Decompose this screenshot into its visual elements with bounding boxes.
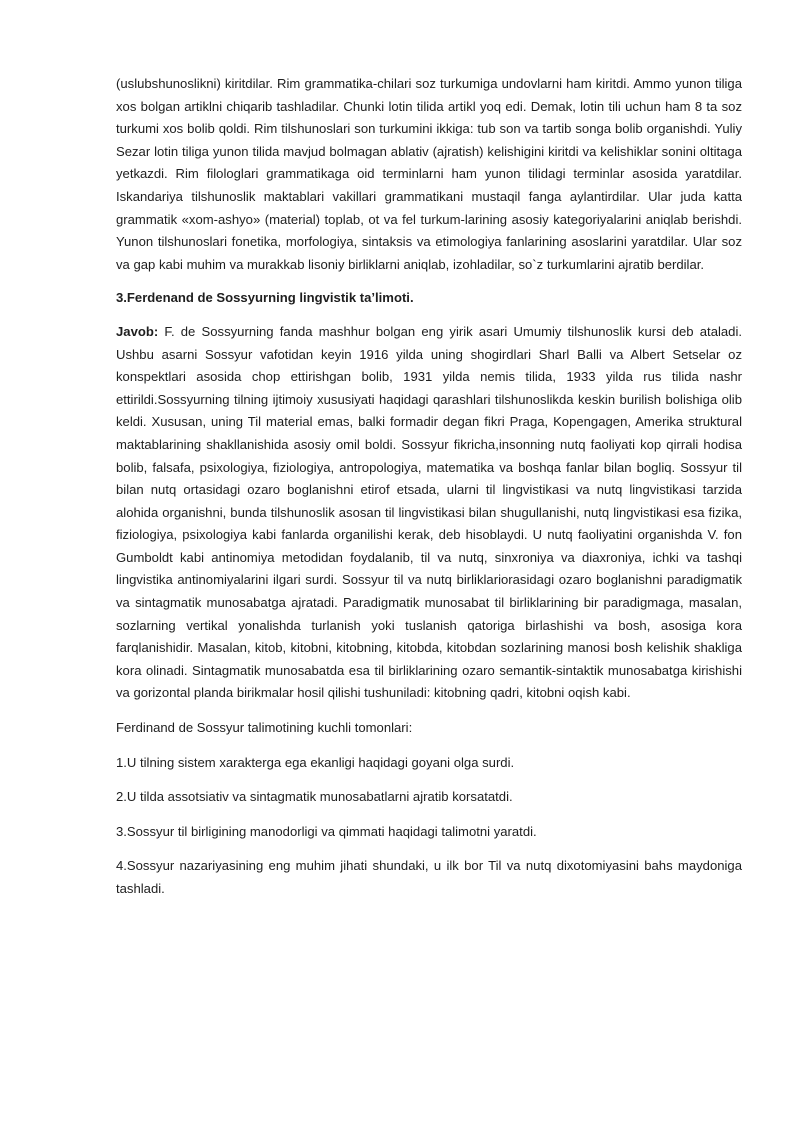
answer-label: Javob: <box>116 323 159 339</box>
strength-item-4: 4.Sossyur nazariyasining eng muhim jihati shundaki, u ilk bor Til va nutq dixotomiyasini bahs maydoniga tashladi. <box>116 858 742 896</box>
section-heading: 3.Ferdenand de Sossyurning lingvistik ta’limoti. <box>116 290 414 306</box>
answer-body: F. de Sossyurning fanda mashhur bolgan eng yirik asari Umumiy tilshunoslik kursi deb ataladi. Ushbu asarni Sossyur vafotidan keyin 1916 yilda uning shogirdlari Sharl Balli va Albert Setselar oz konspektlari asosida chop ettirishgan bolib, 1931 yilda nemis tilida, 1933 yilda rus tilida nashr ettirildi.Sossyurning tilning ijtimoiy xususiyati haqidagi qarashlari tilshunoslikda keskin burilish bolishiga olib keldi. Xususan, uning Til material emas, balki formadir degan fikri Praga, Kopengagen, Amerika struktural maktablarining shakllanishida asosiy omil boldi. Sossyur fikricha,insonning nutq faoliyati kop qirrali hodisa bolib, falsafa, psixologiya, fiziologiya, antropologiya, matematika va boshqa fanlar bilan bogliq. Sossyur til bilan nutq ortasidagi ozaro boglanishni etirof etsada, ularni til lingvistikasi va nutq lingvistikasi tarzida alohida organishni, bunda tilshunoslik asosan til lingvistikasi bilan shugullanishi, nutq lingvistikasi esa fizika, fiziologiya, psixologiya kabi fanlarda organilishi kerak, deb hisoblaydi. U nutq faoliyatini organishda V. fon Gumboldt kabi antinomiya metodidan foydalanib, til va nutq, sinxroniya va diaxroniya, ichki va tashqi lingvistika antinomiyalarini ilgari surdi. Sossyur til va nutq birliklariorasidagi ozaro boglanishni paradigmatik va sintagmatik munosabatga ajratadi. Paradigmatik munosabat til birliklarining bir paradigmaga, masalan, sozlarning vertikal yonalishda turlanish yoki tuslanish qatoriga birlashishi va bosh, asosiga kora farqlanishidir. Masalan, kitob, kitobni, kitobning, kitobda, kitobdan sozlarining manosi bosh kelishik shakliga kora olinadi. Sintagmatik munosabatda esa til birliklarining ozaro semantik-sintaktik munosabatga kirishishi va gorizontal planda birikmalar hosil qilishi tushuniladi: kitobning qadri, kitobni oqish kabi. <box>116 323 742 701</box>
document-page <box>116 73 742 901</box>
strength-item-3: 3.Sossyur til birligining manodorligi va qimmati haqidagi talimotni yaratdi. <box>116 823 537 839</box>
strengths-title: Ferdinand de Sossyur talimotining kuchli tomonlari: <box>116 720 413 736</box>
intro-paragraph: (uslubshunoslikni) kiritdilar. Rim grammatika-chilari soz turkumiga undovlarni ham kiritdi. Ammo yunon tiliga xos bolgan artiklni chiqarib tashladilar. Chunki lotin tilida artikl yoq edi. Demak, lotin tili uchun ham 8 ta soz turkumi xos bolib qoldi. Rim tilshunoslari son turkumini ikkiga: tub son va tartib songa bolib organishdi. Yuliy Sezar lotin tiliga yunon tilida mavjud bolmagan ablativ (ajratish) kelishigini kiritdi va kelishiklar sonini oltitaga yetkazdi. Rim filologlari grammatikaga oid terminlarni ham yunon tilidagi terminlar asosida yaratdilar. Iskandariya tilshunoslik maktablari vakillari grammatikani mustaqil fanga aylantirdilar. Ular juda katta grammatik «xom-ashyo» (material) toplab, ot va fel turkum-larining asosiy kategoriyalarini aniqlab berishdi. Yunon tilshunoslari fonetika, morfologiya, sintaksis va etimologiya fanlarining asoslarini yaratdilar. Ular soz va gap kabi muhim va murakkab lisoniy birliklarni aniqlab, izohladilar, so`z turkumlarini ajratib berdilar. <box>116 76 742 272</box>
strength-item-2: 2.U tilda assotsiativ va sintagmatik munosabatlarni ajratib korsatatdi. <box>116 789 513 805</box>
answer-paragraph <box>116 321 742 705</box>
strength-item-1: 1.U tilning sistem xarakterga ega ekanligi haqidagi goyani olga surdi. <box>116 754 515 770</box>
